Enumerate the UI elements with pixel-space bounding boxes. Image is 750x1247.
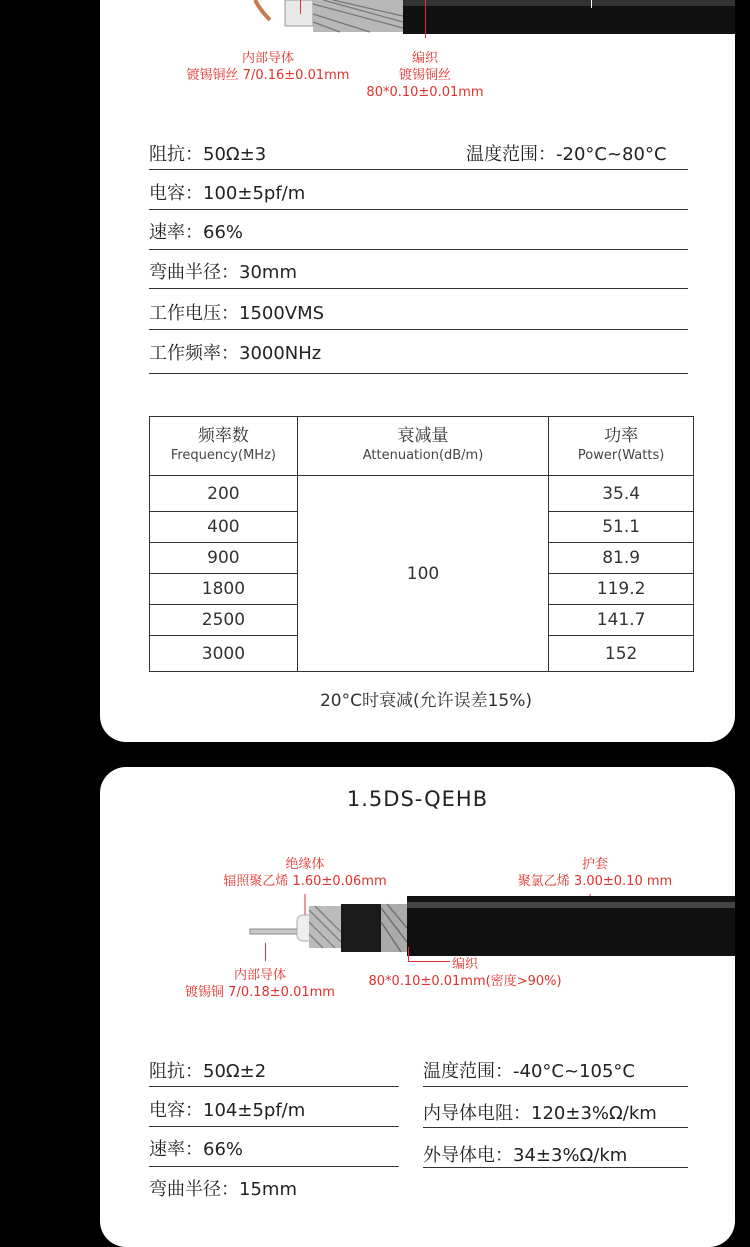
spec-outer-resistance: 外导体电：34±3%Ω/km — [423, 1145, 628, 1166]
jacket-title: 护套 — [581, 857, 608, 872]
inner-conductor-spec: 镀锡铜丝 7/0.16±0.01mm — [186, 68, 350, 83]
cell-power: 81.9 — [549, 543, 694, 574]
insulation-spec: 辐照聚乙烯 1.60±0.06mm — [223, 874, 387, 889]
insulation-title: 绝缘体 — [285, 857, 325, 872]
spec-capacitance: 电容：100±5pf/m — [149, 183, 306, 204]
attenuation-note: 20°C时衰减(允许误差15%) — [319, 691, 533, 711]
spec-card-2 — [100, 767, 735, 1247]
cell-frequency: 1800 — [150, 574, 298, 605]
spec-temperature: 温度范围：-20°C~80°C — [466, 144, 667, 165]
cell-power: 141.7 — [549, 605, 694, 636]
cell-frequency: 400 — [150, 512, 298, 543]
spec-impedance: 阻抗：50Ω±3 — [149, 144, 267, 165]
spec-inner-resistance: 内导体电阻：120±3%Ω/km — [423, 1103, 657, 1124]
cell-frequency: 3000 — [150, 636, 298, 672]
inner-conductor-title-2: 内部导体 — [233, 968, 286, 983]
spec-voltage: 工作电压：1500VMS — [149, 303, 325, 324]
spec-bend-radius: 弯曲半径：30mm — [149, 262, 297, 283]
table-row — [150, 476, 694, 512]
product-title: 1.5DS-QEHB — [346, 787, 489, 811]
braid-spec-material: 镀锡铜丝 — [398, 68, 451, 83]
cable-illustration-1 — [240, 0, 735, 40]
spec-capacitance-2: 电容：104±5pf/m — [149, 1100, 306, 1121]
cell-power: 51.1 — [549, 512, 694, 543]
cell-frequency: 200 — [150, 476, 298, 512]
attenuation-table — [149, 416, 694, 672]
cable-illustration-2 — [245, 882, 735, 962]
spec-impedance-2: 阻抗：50Ω±2 — [149, 1061, 267, 1082]
braid-spec-size: 80*0.10±0.01mm — [366, 85, 484, 100]
header-frequency: 频率数 Frequency(MHz) — [150, 417, 298, 476]
braid-title: 编织 — [411, 51, 438, 66]
spec-temperature-2: 温度范围：-40°C~105°C — [423, 1061, 635, 1082]
cell-frequency: 2500 — [150, 605, 298, 636]
header-attenuation: 衰减量 Attenuation(dB/m) — [297, 417, 548, 476]
cell-frequency: 900 — [150, 543, 298, 574]
spec-frequency: 工作频率：3000NHz — [149, 343, 322, 364]
inner-conductor-spec-2: 镀锡铜 7/0.18±0.01mm — [185, 985, 335, 1000]
spec-bend-radius-2: 弯曲半径：15mm — [149, 1179, 297, 1200]
spec-velocity-2: 速率：66% — [149, 1139, 244, 1160]
spec-velocity: 速率：66% — [149, 222, 244, 243]
spec-card-1 — [100, 0, 735, 742]
cell-attenuation: 100 — [297, 476, 548, 672]
header-power: 功率 Power(Watts) — [549, 417, 694, 476]
cell-power: 119.2 — [549, 574, 694, 605]
braid-title-2: 编织 — [451, 957, 478, 972]
table-header-row — [150, 417, 694, 476]
braid-spec-2: 80*0.10±0.01mm(密度>90%) — [368, 974, 562, 989]
cell-power: 35.4 — [549, 476, 694, 512]
cell-power: 152 — [549, 636, 694, 672]
jacket-spec: 聚氯乙烯 3.00±0.10 mm — [517, 874, 673, 889]
inner-conductor-title: 内部导体 — [241, 51, 294, 66]
